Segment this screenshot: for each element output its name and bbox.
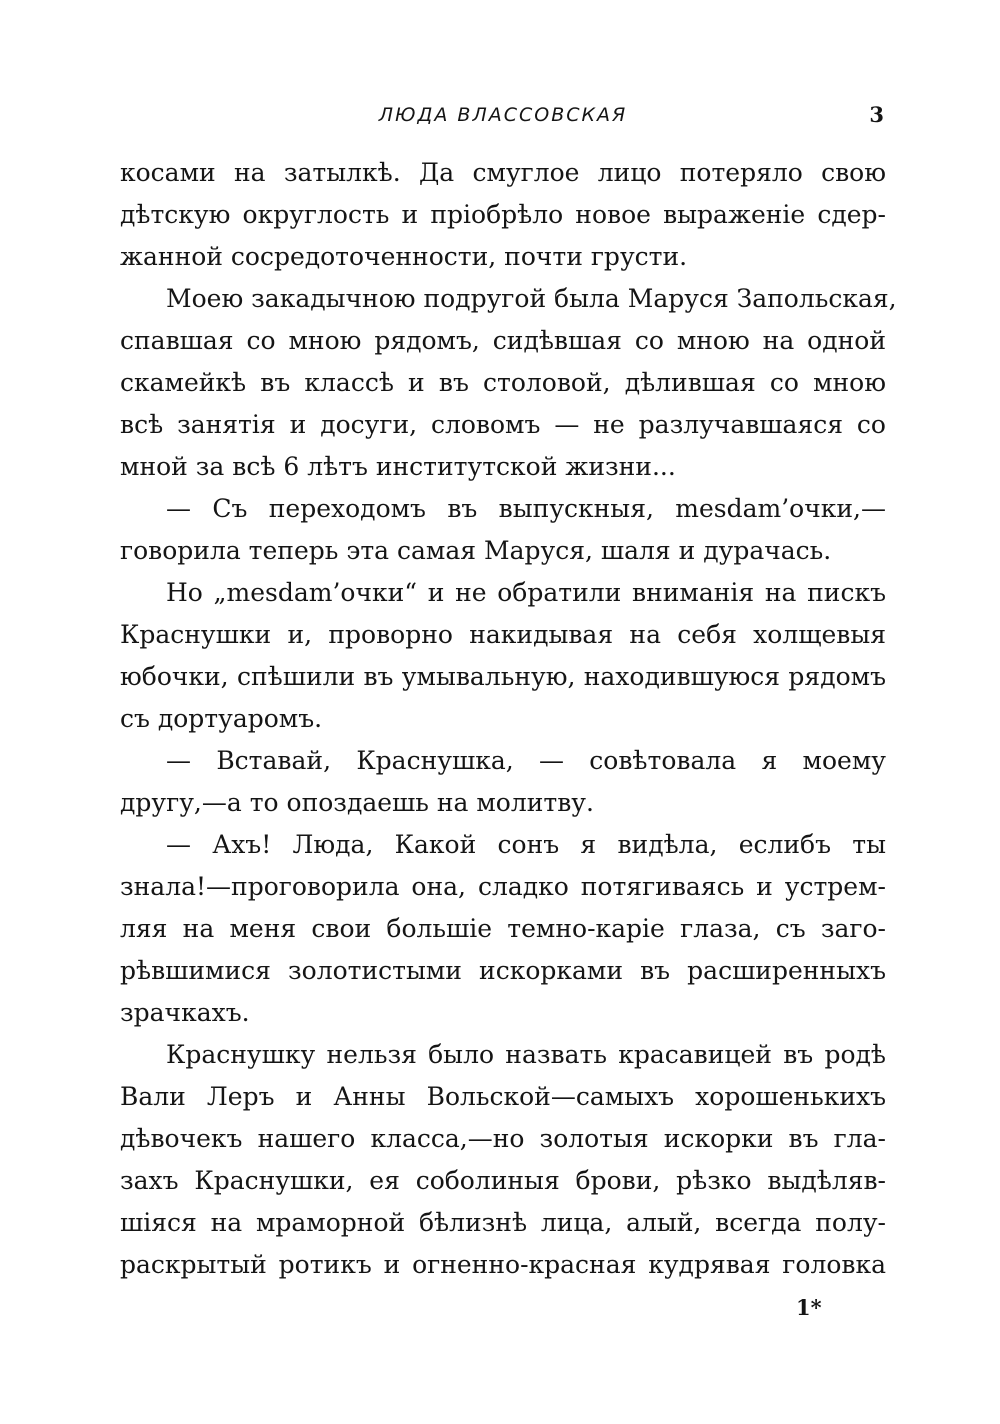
- text-line: — Съ переходомъ въ выпускныя, mesdam’очки,—: [166, 494, 886, 523]
- text-line: дѣвочекъ нашего класса,—но золотыя искорки въ гла-: [120, 1124, 886, 1153]
- text-line: косами на затылкѣ. Да смуглое лицо потеряло свою: [120, 158, 886, 187]
- text-line: спавшая со мною рядомъ, сидѣвшая со мною на одной: [120, 326, 886, 355]
- text-line: зрачкахъ.: [120, 998, 250, 1027]
- body-text: [120, 152, 897, 1286]
- text-line: юбочки, спѣшили въ умывальную, находившуюся рядомъ: [120, 662, 886, 691]
- text-line: Моею закадычною подругой была Маруся Запольская,: [166, 284, 897, 313]
- text-line: говорила теперь эта самая Маруся, шаля и дурачась.: [120, 536, 832, 565]
- signature-mark: 1*: [796, 1295, 822, 1320]
- text-line: Вали Леръ и Анны Вольской—самыхъ хорошенькихъ: [120, 1082, 886, 1111]
- text-line: съ дортуаромъ.: [120, 704, 323, 733]
- text-line: захъ Краснушки, ея соболиныя брови, рѣзко выдѣляв-: [120, 1166, 886, 1195]
- page-number: 3: [869, 102, 884, 127]
- text-line: Краснушки и, проворно накидывая на себя холщевыя: [120, 620, 886, 649]
- text-line: раскрытый ротикъ и огненно-красная кудрявая головка: [120, 1250, 886, 1279]
- text-line: мной за всѣ 6 лѣтъ институтской жизни...: [120, 452, 676, 481]
- text-line: Но „mesdam’очки“ и не обратили вниманія на пискъ: [166, 578, 886, 607]
- text-line: — Ахъ! Люда, Какой сонъ я видѣла, еслибъ ты: [166, 830, 886, 859]
- text-line: всѣ занятія и досуги, словомъ — не разлучавшаяся со: [120, 410, 886, 439]
- text-line: знала!—проговорила она, сладко потягиваясь и устрем-: [120, 872, 886, 901]
- text-line: жанной сосредоточенности, почти грусти.: [120, 242, 688, 271]
- text-line: дѣтскую округлость и пріобрѣло новое выраженіе сдер-: [120, 200, 886, 229]
- text-line: ляя на меня свои большіе темно-каріе глаза, съ заго-: [120, 914, 886, 943]
- text-line: скамейкѣ въ классѣ и въ столовой, дѣлившая со мною: [120, 368, 886, 397]
- text-line: шіяся на мраморной бѣлизнѣ лица, алый, всегда полу-: [120, 1208, 886, 1237]
- running-header: [120, 98, 886, 132]
- text-line: — Вставай, Краснушка, — совѣтовала я моему: [166, 746, 886, 775]
- text-line: Краснушку нельзя было назвать красавицей въ родѣ: [166, 1040, 886, 1069]
- text-line: другу,—а то опоздаешь на молитву.: [120, 788, 594, 817]
- text-line: рѣвшимися золотистыми искорками въ расширенныхъ: [120, 956, 886, 985]
- running-title: ЛЮДА ВЛАССОВСКАЯ: [378, 104, 628, 126]
